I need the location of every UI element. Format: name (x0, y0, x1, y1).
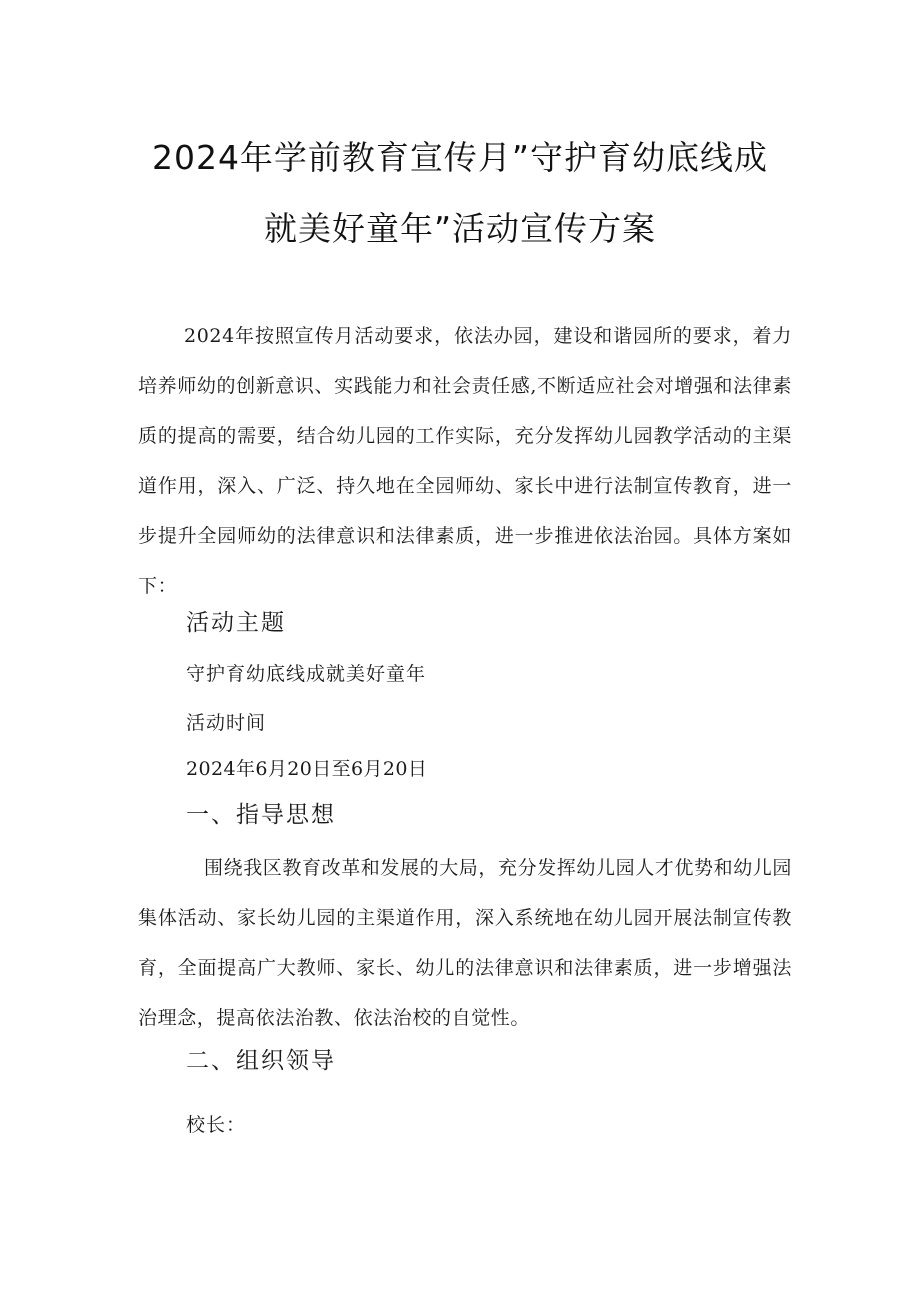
section-2-heading: 二、组织领导 (186, 1048, 336, 1074)
document-title-line-2: 就美好童年”活动宣传方案 (263, 209, 657, 248)
section-1-heading: 一、指导思想 (186, 802, 336, 828)
time-heading: 活动时间 (186, 712, 267, 734)
theme-value: 守护育幼底线成就美好童年 (186, 663, 427, 685)
theme-heading: 活动主题 (186, 610, 286, 636)
principal-label: 校长： (186, 1114, 247, 1136)
document-title-line-1: 2024年学前教育宣传月”守护育幼底线成 (151, 138, 769, 177)
time-value: 2024年6月20日至6月20日 (186, 758, 428, 780)
intro-paragraph: 2024年按照宣传月活动要求，依法办园，建设和谐园所的要求，着力培养师幼的创新意识、实践能力和社会责任感,不断适应社会对增强和法律素质的提高的需要，结合幼儿园的工作实际，充分发挥幼儿园教学活动的主渠道作用，深入、广泛、持久地在全园师幼、家长中进行法制宣传教育，进一步提升全园师幼的法律意识和法律素质，进一步推进依法治园。具体方案如下： (138, 325, 792, 597)
section-1-body: 围绕我区教育改革和发展的大局，充分发挥幼儿园人才优势和幼儿园集体活动、家长幼儿园的主渠道作用，深入系统地在幼儿园开展法制宣传教育，全面提高广大教师、家长、幼儿的法律意识和法律素质，进一步增强法治理念，提高依法治教、依法治校的自觉性。 (138, 857, 793, 1029)
